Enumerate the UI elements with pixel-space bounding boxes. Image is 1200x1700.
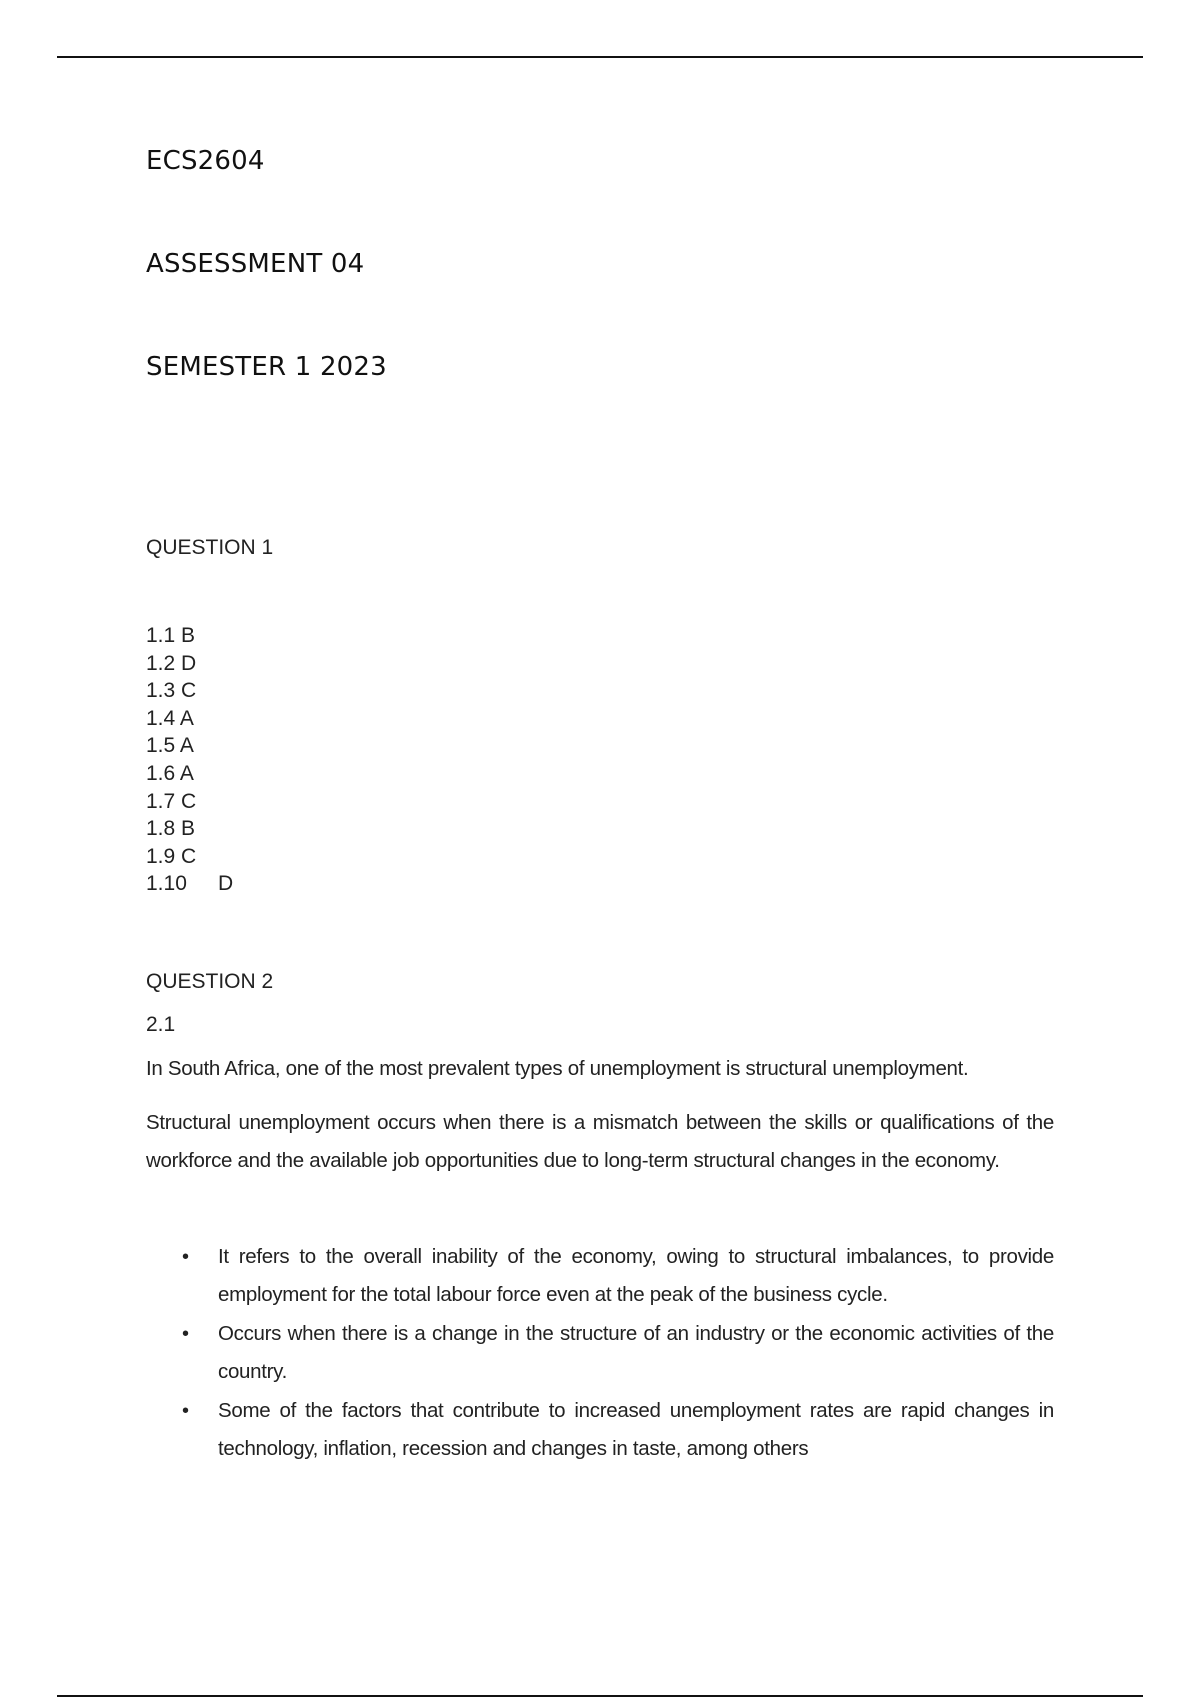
answer-item: 1.6 A [146,761,194,785]
bullet-icon: • [182,1246,189,1268]
answer-item: 1.3 C [146,679,197,703]
question-1-answers [146,622,233,898]
answer-item: 1.1 B [146,624,196,647]
semester-title: SEMESTER 1 2023 [146,352,387,382]
bullet-icon: • [182,1323,189,1345]
answer-item: 1.5 A [146,734,194,758]
paragraph-definition: Structural unemployment occurs when there is a mismatch between the skills or qualifications of the workforce and the available job opportunities due to long-term structural changes in the economy. [146,1111,1054,1172]
bottom-rule [57,1695,1143,1697]
answer-item: 1.8 B [146,817,196,841]
question-1-title: QUESTION 1 [146,536,274,559]
answer-item: 1.10 D [146,872,234,896]
course-code: ECS2604 [146,146,265,176]
bullet-item: • Some of the factors that contribute to increased unemployment rates are rapid changes in technology, inflation, recession and changes in taste, among others [146,1392,1054,1468]
question-2-subnumber: 2.1 [146,1013,176,1036]
bullet-list [146,1238,1054,1469]
paragraph-intro: In South Africa, one of the most prevalent types of unemployment is structural unemployment. [146,1057,969,1080]
question-2-title: QUESTION 2 [146,970,274,993]
answer-item: 1.9 C [146,844,197,868]
answer-item: 1.4 A [146,706,194,730]
bullet-item: • It refers to the overall inability of the economy, owing to structural imbalances, to provide employment for the total labour force even at the peak of the business cycle. [146,1238,1054,1314]
answer-item: 1.2 D [146,651,197,675]
bullet-item: • Occurs when there is a change in the structure of an industry or the economic activities of the country. [146,1315,1054,1391]
answer-item: 1.7 C [146,789,197,813]
top-rule [57,56,1143,58]
assessment-title: ASSESSMENT 04 [146,249,365,279]
bullet-icon: • [182,1400,189,1422]
